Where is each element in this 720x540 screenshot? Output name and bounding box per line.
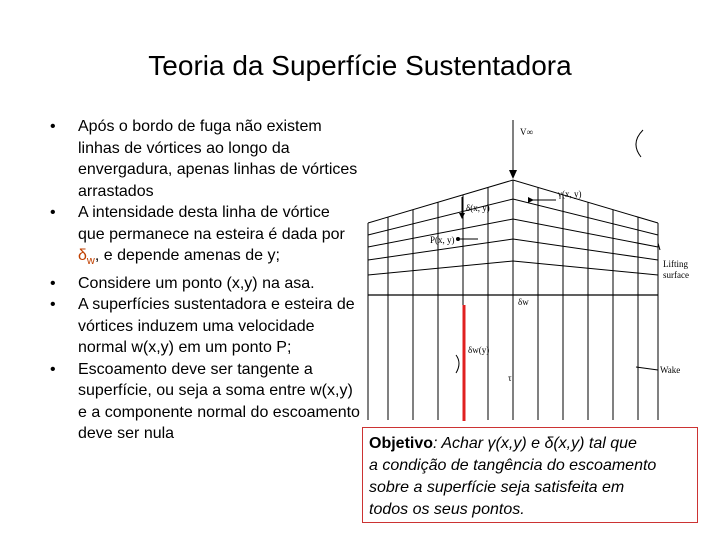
bullet-icon: • xyxy=(50,118,56,135)
objective-line-3: sobre a superfície seja satisfeita em xyxy=(369,479,625,496)
bullet-text-post: , e depende amenas de y; xyxy=(94,247,280,264)
lifting-label-2: surface xyxy=(663,270,689,280)
bullet-list xyxy=(50,116,360,445)
bullet-icon: • xyxy=(50,274,56,292)
circulation-curve xyxy=(636,130,643,157)
bullet-text: Considere um ponto (x,y) na asa. xyxy=(78,274,315,292)
bullet-icon: • xyxy=(50,360,56,378)
objective-label: Objetivo xyxy=(369,435,434,452)
objective-box xyxy=(362,427,698,523)
v-inf-label: V∞ xyxy=(520,127,533,137)
bullet-item xyxy=(50,116,360,202)
bullet-icon: • xyxy=(50,296,56,314)
delta-w-label: δw xyxy=(518,297,529,307)
point-p-dot xyxy=(456,237,460,241)
lifting-label-1: Lifting xyxy=(663,259,688,269)
objective-text-1: : Achar γ(x,y) e δ(x,y) tal que xyxy=(433,435,637,452)
delta-label: δ(x, y) xyxy=(466,203,490,213)
delta-symbol: δ xyxy=(78,247,87,264)
bullet-icon: • xyxy=(50,204,56,221)
bullet-item xyxy=(50,359,360,445)
bullet-text: Escoamento deve ser tangente a superfície, ou seja a soma entre w(x,y) e a componente normal do escoamento deve ser nula xyxy=(78,360,360,443)
bullet-item xyxy=(50,202,360,273)
gamma-label: γ(x, y) xyxy=(558,189,582,199)
bullet-item xyxy=(50,294,360,359)
freestream-arrowhead xyxy=(509,170,517,179)
delta-arrowhead xyxy=(459,213,465,219)
objective-line-2: a condição de tangência do escoamento xyxy=(369,457,657,474)
lifting-surface-figure xyxy=(358,115,720,435)
bullet-item xyxy=(50,273,360,295)
objective-line-4: todos os seus pontos. xyxy=(369,501,525,518)
delta-subscript: w xyxy=(86,255,95,268)
delta-w-y-label: δw(y) xyxy=(468,345,490,355)
point-p-label: P(x, y) xyxy=(430,235,455,245)
bullet-text xyxy=(78,204,345,268)
objective-line-1 xyxy=(369,433,691,455)
bullet-text: A superfícies sustentadora e esteira de vórtices induzem uma velocidade normal w(x,y) em um ponto P; xyxy=(78,296,355,357)
wake-leader xyxy=(636,367,658,370)
bullet-text: Após o bordo de fuga não existem linhas de vórtices ao longo da envergadura, apenas linhas de vórtices arrastados xyxy=(78,118,358,200)
wake-circulation xyxy=(456,355,459,373)
tau-label: τ xyxy=(508,373,512,383)
gamma-arrowhead xyxy=(528,197,534,203)
wake-label: Wake xyxy=(660,365,681,375)
bullet-text-pre: A intensidade desta linha de vórtice que permanece na esteira é dada por xyxy=(78,204,345,243)
slide-title: Teoria da Superfície Sustentadora xyxy=(148,50,572,81)
lifting-surface-diagram xyxy=(358,115,720,435)
